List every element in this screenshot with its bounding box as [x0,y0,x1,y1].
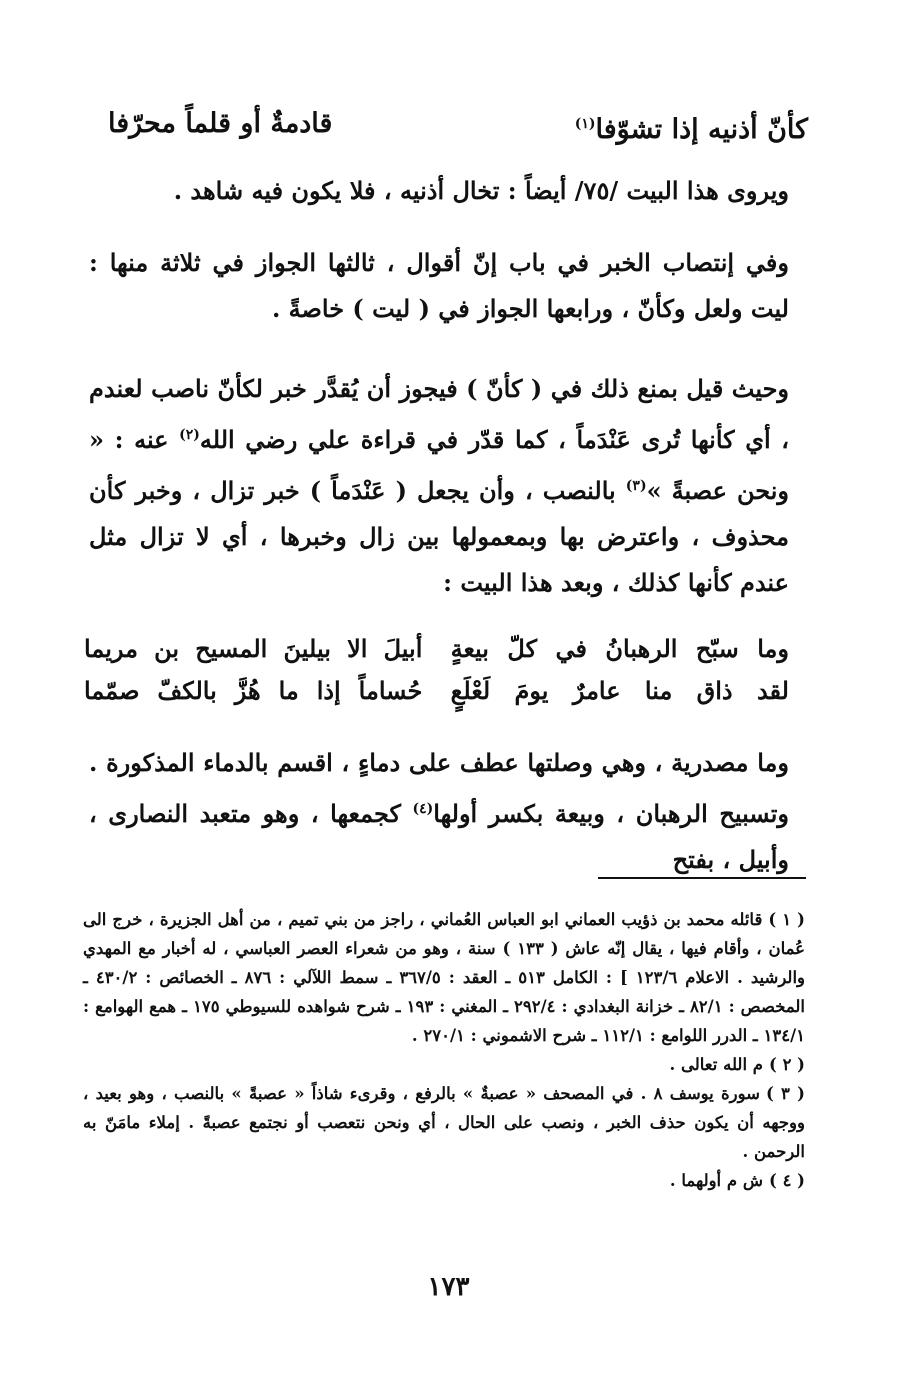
footnote-ref-1[interactable]: (١) [574,116,596,132]
couplet-first-hemistich: لقد ذاق منا عامرٌ يومَ لَعْلَعٍ [450,676,789,705]
footnote-number: ( ٢ ) [769,1055,805,1074]
couplet-first-hemistich: وما سبّح الرهبانُ في كلّ بيعةٍ [450,634,789,663]
footnote-text: قائله محمد بن ذؤيب العماني ابو العباس العُماني ، راجز من بني تميم ، من أهل الجزيرة ، خرج الى عُمان ، وأقام فيها ، يقال إنّه عاش ( ١٣٣ ) سنة ، وهو من شعراء العصر العباسي ، له أخبار مع المهدي والرشيد . الاعلام ١٢٣/٦ ] : الكامل ٥١٣ ـ العقد : ٣٦٧/٥ ـ سمط اللآلي : ٨٧٦ ـ الخصائص : ٤٣٠/٢ ـ المخصص : ٨٢/١ ـ خزانة البغدادي : ٢٩٢/٤ ـ المغني : ١٩٣ ـ شرح شواهده للسيوطي ١٧٥ ـ همع الهوامع : ١٣٤/١ ـ الدرر اللوامع : ١١٢/١ ـ شرح الاشموني : ٢٧٠/١ . [83,910,806,1045]
couplet-second-hemistich: حُساماً إذا ما هُزَّ بالكفّ صمّما [84,676,423,705]
verse-second-hemistich: قادمةٌ أو قلماً محرّفا [108,108,333,139]
couplet-row [84,628,789,670]
couplet-second-hemistich: أبيلَ الا بيلينَ المسيح بن مريما [84,634,423,663]
paragraph-1: وفي إنتصاب الخبر في باب إنّ أقوال ، ثالثها الجواز في ثلاثة منها : ليت ولعل وكأنّ ، ورابعها الجواز في ( ليت ) خاصةً . [89,248,789,323]
footnote-text: ش م أولهما . [669,1171,763,1190]
footnote-item [83,1166,805,1195]
variant-reading-line: ويروى هذا البيت /٧٥/ أيضاً : تخال أذنيه ، فلا يكون فيه شاهد . [173,176,789,205]
footnote-text: سورة يوسف ٨ . في المصحف « عصبةٌ » بالرفع ، وقرىء شاذاً « عصبةً » بالنصب ، وهو بعيد ، ووجهه أن يكون حذف الخبر ، ونصب على الحال ، أي ونحن نتعصب أو نجتمع عصبةً . إملاء مامَنّ به الرحمن . [83,1084,805,1161]
footnote-item [83,1079,805,1166]
verse-first-hemistich: كأنّ أذنيه إذا تشوّفا$^{(١)}$ [574,114,808,145]
page-number: ١٧٣ [427,1272,470,1302]
paragraph-3: وما مصدرية ، وهي وصلتها عطف على دماءٍ ، اقسم بالدماء المذكورة . وتسبيح الرهبان ، وبيعة بكسر أولها$^{(٤)}$ كجمعها ، وهو متعبد النصارى ، وأبيل ، بفتح [89,748,789,874]
paragraph-2: وحيث قيل بمنع ذلك في ( كأنّ ) فيجوز أن يُقدَّر خبر لكأنّ ناصب لعندم ، أي كأنها تُرى عَنْدَماً ، كما قدّر في قراءة علي رضي الله$^{(٢)}$ عنه : « ونحن عصبةً »$^{(٣)}$ بالنصب ، وأن يجعل ( عَنْدَماً ) خبر تزال ، وخبر كأن محذوف ، واعترض بها وبمعمولها بين زال وخبرها ، أي لا تزال مثل عندم كأنها كذلك ، وبعد هذا البيت : [89,374,790,597]
footnotes [83,905,805,1195]
footnote-item [83,905,805,1050]
footnote-number: ( ٤ ) [769,1171,805,1190]
couplet-row [84,670,789,712]
footnote-item [83,1050,805,1079]
opening-verse [108,98,808,156]
footnote-text: م الله تعالى . [669,1055,763,1074]
footnote-number: ( ١ ) [768,910,805,929]
footnote-ref-3[interactable]: (٣) [625,478,647,494]
footnote-ref-4[interactable]: (٤) [412,801,434,817]
footnote-separator [598,877,806,879]
footnote-ref-2[interactable]: (٢) [179,427,200,443]
footnote-number: ( ٣ ) [765,1084,805,1103]
poem-couplets [84,628,789,712]
